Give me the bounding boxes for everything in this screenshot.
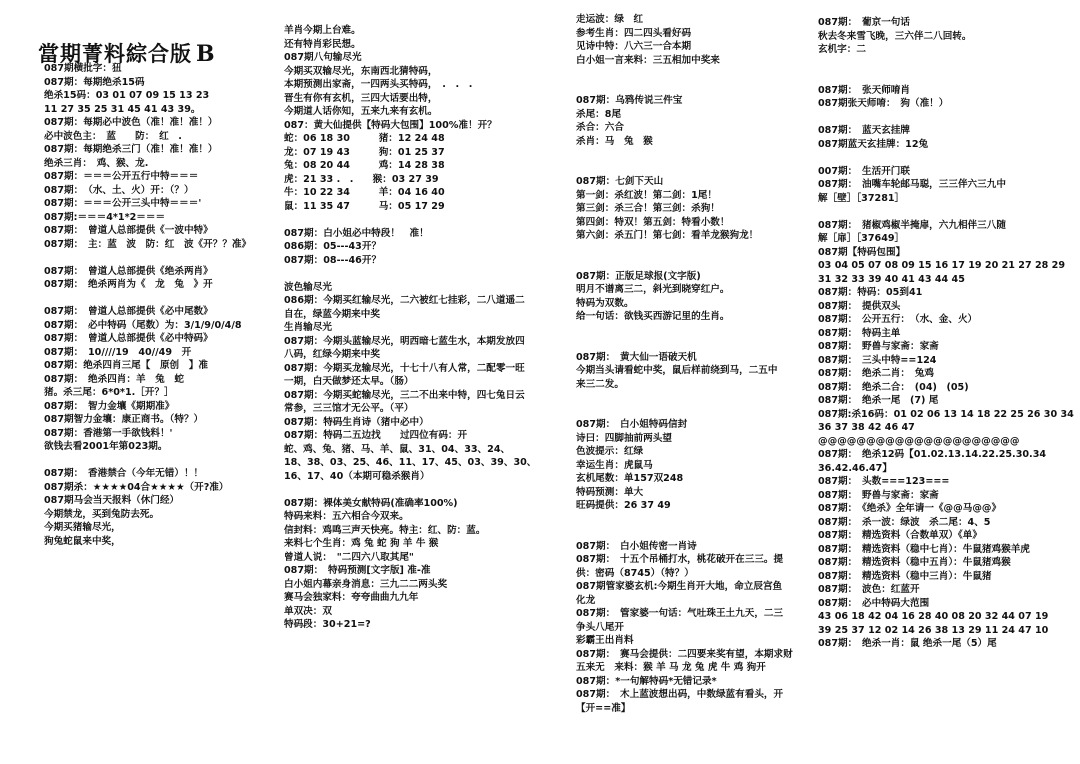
text-line: 087期： 绝杀一肖：鼠 绝杀一尾（5）尾 — [818, 638, 997, 649]
text-line: 007期： 生活开门联 — [818, 165, 910, 177]
text-line: 087期:杀16码：01 02 06 13 14 18 22 25 26 30 34 — [818, 408, 1074, 420]
title-suffix: B — [196, 41, 216, 67]
text-line: 087期:＝＝＝4*1*2＝＝＝ — [44, 211, 166, 223]
text-line: 诗曰：四脚抽前两头望 — [576, 432, 672, 444]
text-line: 087期： 蓝天玄挂牌 — [818, 125, 910, 136]
text-line: 化龙 — [576, 594, 596, 606]
text-line: 特码预测：单大 — [576, 486, 644, 498]
text-line: 特码为双数。 — [576, 297, 634, 309]
text-line: @@@@@@@@@@@@@@@@@@@@@ — [818, 435, 1020, 447]
text-line: 43 06 18 42 04 16 28 40 08 20 32 44 07 19 — [818, 611, 1049, 622]
blank-line — [818, 70, 1076, 84]
text-line: 本期预测出家斋，一四两头买特码， . . . — [284, 79, 473, 90]
text-line: 087期： 赛马会提供：二四要来奖有望，本期求财 — [576, 648, 793, 660]
text-line: 羊肖今期上台难。 — [284, 25, 361, 36]
text-line: 087期： 精选资料（稳中七肖）：牛鼠猪鸡猴羊虎 — [818, 543, 1030, 555]
text-line: 玄机尾数：单157双248 — [576, 473, 684, 484]
text-line: 087期： 曾道人总部提供《必中尾数》 — [44, 306, 213, 317]
text-line: 087期蓝天玄挂牌：12兔 — [818, 138, 929, 150]
text-line: 玄机字：二 — [818, 44, 866, 55]
text-line: 信封料：鸡鸣三声天快亮。特主：红、防：蓝。 — [284, 524, 486, 536]
text-line: 086期：今期买红输尽光，二六被红七挂彩，二八道遥二 — [284, 295, 525, 306]
text-line: 087期： 十五个吊桶打水，桃花破开在三三。提 — [576, 554, 784, 565]
text-line: 晋生有你有玄机，三四大话要出特， — [284, 92, 438, 104]
text-line: 11 27 35 25 31 45 41 43 39。 — [44, 103, 201, 115]
blank-line — [284, 483, 554, 497]
text-column-3 — [576, 13, 812, 715]
text-line: 杀合：六合 — [576, 122, 624, 133]
blank-line — [576, 324, 812, 338]
blank-line — [284, 213, 554, 227]
text-line: 087期：每期绝杀三门（准！准！准！） — [44, 144, 218, 155]
text-line: 自在，绿蓝今期来中奖 — [284, 308, 380, 320]
text-line: 明月不谱离三二，斜光到晓穿红户。 — [576, 284, 730, 295]
text-line: 087期： （水、土、火）开：（？） — [44, 184, 194, 196]
text-line: 幸运生肖：虎鼠马 — [576, 459, 653, 471]
text-line: 今期道人话你知，五来九来有玄机。 — [284, 106, 438, 117]
text-line: 鼠：11 35 47 马：05 17 29 — [284, 200, 445, 212]
text-line: 牛：10 22 34 羊：04 16 40 — [284, 187, 445, 198]
text-line: 八码，红绿今期来中奖 — [284, 349, 380, 360]
text-line: 087期： 绝杀12码【01.02.13.14.22.25.30.34 — [818, 449, 1047, 460]
text-line: 龙：07 19 43 狗：01 25 37 — [284, 146, 445, 158]
blank-line — [576, 243, 812, 257]
blank-line — [818, 111, 1076, 125]
text-line: 087期： 特码主单 — [818, 327, 901, 339]
text-line: 必中波色主： 蓝 防： 红 . — [44, 130, 182, 142]
text-line: 来料七个生肖：鸡 兔 蛇 狗 羊 牛 猴 — [284, 538, 439, 549]
text-line: 087期： 提供双头 — [818, 300, 901, 312]
text-line: 16、17、40（本期可稳杀猴肖） — [284, 470, 430, 482]
text-line: 狗兔蛇鼠来中奖， — [44, 535, 121, 547]
text-line: 087期： 油嘴车轮邮马聪，三三伴六三九中 — [818, 179, 1006, 190]
text-line: 087期： 三头中特==124 — [818, 354, 937, 366]
text-line: 087期： 黄大仙一语破天机 — [576, 351, 697, 363]
text-line: 087期： 香港禁合（今年无错）！！ — [44, 468, 204, 479]
text-line: 087期： 必中特码（尾数）为：3/1/9/0/4/8 — [44, 319, 242, 331]
text-line: 087期：特码：05到41 — [818, 287, 923, 298]
text-column-1 — [44, 62, 266, 548]
text-line: 第三剑：杀三合！第三剑：杀狗！ — [576, 203, 720, 214]
text-line: 生肖输尽光 — [284, 322, 332, 333]
text-line: 087期： 木上蓝波想出码，中数绿蓝有看头，开 — [576, 689, 784, 700]
text-line: 今期当头请看蛇中奖，鼠后样前绕到马，二五中 — [576, 365, 778, 376]
blank-line — [576, 81, 812, 95]
text-line: 087期：特码生肖诗（猪中必中） — [284, 416, 429, 428]
text-line: 03 04 05 07 08 09 15 16 17 19 20 21 27 28 29 — [818, 260, 1066, 271]
blank-line — [576, 405, 812, 419]
text-line: 087期： 波色：红蓝开 — [818, 584, 920, 595]
text-line: 087期：白小姐必中特段！ 准！ — [284, 227, 429, 239]
text-line: 虎：21 33 . . 猴：03 27 39 — [284, 173, 439, 185]
text-line: 087期： 曾道人总部提供《绝杀两肖》 — [44, 265, 213, 277]
text-line: 39 25 37 12 02 14 26 38 13 29 11 24 47 10 — [818, 624, 1049, 636]
text-line: 供：密码（8745）（特？） — [576, 567, 694, 579]
text-line: 087期： 智力金壤《期期准》 — [44, 400, 175, 412]
blank-line — [576, 391, 812, 405]
text-line: 绝杀15码：03 01 07 09 15 13 23 — [44, 90, 210, 101]
blank-line — [818, 205, 1076, 219]
text-line: 087期：每期绝杀15码 — [44, 76, 145, 88]
text-line: 特码段：30+21=? — [284, 619, 371, 630]
text-line: 一期，白天做梦还太早。（肠） — [284, 376, 414, 387]
text-line: 五来无 来料：猴 羊 马 龙 兔 虎 牛 鸡 狗开 — [576, 662, 766, 673]
text-line: 彩霸王出肖料 — [576, 635, 634, 646]
text-line: 087期横批字：狃 — [44, 63, 122, 74]
text-line: 来三二发。 — [576, 378, 624, 390]
text-line: 第一剑：杀红波！第二剑：1尾！ — [576, 189, 717, 201]
text-line: 087期： 必中特码大范围 — [818, 597, 930, 609]
text-line: 杀肖：马 兔 猴 — [576, 135, 653, 147]
text-line: 087期：七剑下天山 — [576, 176, 664, 187]
text-line: 今期买双输尽光，东南西北猜特码， — [284, 65, 438, 77]
text-line: 087期：＝＝＝公开三头中特＝＝＝' — [44, 198, 202, 209]
blank-line — [818, 151, 1076, 165]
text-line: 蛇：06 18 30 猪：12 24 48 — [284, 133, 445, 144]
text-line: 087期： 白小姐传密一肖诗 — [576, 540, 697, 552]
text-line: 087期管家婆玄机:今期生肖开大地，命立辰宫鱼 — [576, 581, 783, 592]
text-line: 087期： 张天师唷肖 — [818, 84, 910, 96]
text-line: 参考生肖：四二四头看好码 — [576, 27, 692, 39]
text-line: 单双决：双 — [284, 605, 332, 617]
text-line: 087期：08---46开？ — [284, 254, 382, 266]
text-line: 087期：香港第一手欲钱料！' — [44, 427, 173, 439]
text-line: 色波提示：红绿 — [576, 446, 644, 457]
blank-line — [576, 526, 812, 540]
blank-line — [576, 67, 812, 81]
text-line: 087期智力金壤：康正商书。（特？） — [44, 414, 204, 425]
text-line: 087期： 绝杀二肖： 兔鸡 — [818, 368, 934, 379]
text-line: 087期： 10////19 40//49 开 — [44, 346, 192, 358]
text-line: 087期： 猪椒鸡椒半掩扉，六九相伴三八随 — [818, 219, 1006, 231]
text-line: 086期：05---43开？ — [284, 241, 382, 252]
text-line: 087期杀：★★★★04合★★★★（开?准） — [44, 481, 229, 493]
text-line: 白小姐内幕亲身消息：三九二二两头奖 — [284, 578, 448, 590]
text-line: 给一句话：欲钱买西游记里的生肖。 — [576, 311, 730, 322]
text-line: 087期： 葡京一句话 — [818, 17, 910, 28]
blank-line — [818, 57, 1076, 71]
text-line: 087期马会当天报料（休门经） — [44, 495, 180, 506]
text-line: 087期：＝＝＝公开五行中特＝＝＝ — [44, 171, 199, 182]
text-line: 087期八句输尽光 — [284, 52, 362, 63]
text-line: 36.42.46.47】 — [818, 462, 892, 474]
text-line: 秋去冬来雪飞晚，三六伴二八回转。 — [818, 30, 972, 42]
text-line: 绝杀三肖： 鸡、猴、龙. — [44, 157, 149, 169]
text-line: 还有特肖彩民想。 — [284, 38, 361, 50]
text-line: 087期： 绝杀两肖为《 龙 兔 》开 — [44, 279, 213, 290]
blank-line — [576, 162, 812, 176]
text-line: 087期：裸体美女献特码(准确率100%) — [284, 497, 458, 509]
title-main: 當期菁料綜合版 — [38, 41, 192, 66]
text-line: 解［扉］［37649］ — [818, 233, 905, 244]
text-line: 白小姐一言来料：三五相加中奖来 — [576, 54, 720, 66]
text-line: 走运波：绿 红 — [576, 14, 644, 25]
text-line: 解［壁］［37281］ — [818, 192, 905, 204]
text-line: 今期禁龙，买到兔防去死。 — [44, 508, 160, 520]
text-line: 087期：今期买蛇输尽光，三二不出来中特，四七兔日云 — [284, 389, 525, 401]
text-line: 087期： 头数===123=== — [818, 476, 950, 487]
text-line: 常参，三三馆才无公平。（平） — [284, 403, 414, 414]
text-line: 087期： 《绝杀》全年请一《@@马@@》 — [818, 503, 1002, 514]
text-line: 087期：*一句解特码*无错记录* — [576, 675, 717, 687]
text-line: 087期： 绝杀四肖：羊 兔 蛇 — [44, 373, 184, 385]
text-line: 波色输尽光 — [284, 281, 332, 293]
text-line: 猪。杀三尾：6*0*1.［开？］ — [44, 387, 174, 398]
text-line: 087期：正版足球报(文字版) — [576, 270, 701, 282]
text-line: 087期： 公开五行： （水、金、火） — [818, 314, 978, 325]
blank-line — [576, 337, 812, 351]
blank-line — [576, 256, 812, 270]
blank-line — [576, 513, 812, 527]
text-line: 旺码提供：26 37 49 — [576, 500, 671, 511]
text-line: 087期：今期买龙输尽光，十七十八有人常，二配零一旺 — [284, 362, 525, 374]
text-line: 今期买猪输尽光， — [44, 522, 121, 533]
text-line: 赛马会独家料：夸夸曲曲九九年 — [284, 592, 419, 603]
text-line: 31 32 33 39 40 41 43 44 45 — [818, 273, 965, 285]
text-line: 087期： 绝杀二合： (04) (05) — [818, 381, 969, 393]
blank-line — [284, 267, 554, 281]
text-line: 087期张天师唷： 狗（准！） — [818, 98, 949, 109]
text-column-2 — [284, 24, 554, 632]
blank-line — [44, 251, 266, 265]
text-line: 087期： 曾道人总部提供《必中特码》 — [44, 333, 213, 344]
text-line: 第四剑：特双！第五剑：特看小数！ — [576, 216, 730, 228]
text-line: 兔：08 20 44 鸡：14 28 38 — [284, 160, 445, 171]
text-line: 特码来料：五六相合今双来。 — [284, 511, 409, 522]
text-line: 18、38、03、25、46、11、17、45、03、39、30、 — [284, 457, 537, 468]
text-line: 087期：每期必中波色（准！准！准！） — [44, 117, 218, 128]
text-line: 087期： 精选资料（稳中三肖）：牛鼠猪 — [818, 570, 992, 582]
text-line: 087期： 主：蓝 波 防：红 波《开？？准》 — [44, 238, 252, 250]
text-line: 曾道人说： "二四六八取其尾" — [284, 551, 414, 563]
text-line: 见诗中特：八六三一合本期 — [576, 41, 692, 52]
text-line: 087期： 管家婆一句话：气吐珠王土九天，二三 — [576, 608, 784, 619]
text-line: 087期：绝杀四肖三尾【 原创 】准 — [44, 360, 208, 371]
text-line: 087期：乌鸦传说三件宝 — [576, 95, 683, 106]
text-line: 087期： 野兽与家斋：家斋 — [818, 489, 939, 501]
blank-line — [44, 454, 266, 468]
text-line: 087期： 杀一波：绿波 杀二尾：4、5 — [818, 516, 991, 528]
text-line: 087期： 精选资料（合数单双）《单》 — [818, 530, 982, 541]
text-line: 087期： 特码预测[文字版] 准-准 — [284, 565, 431, 576]
text-line: 欲钱去看2001年第023期。 — [44, 441, 168, 452]
text-line: 36 37 38 42 46 47 — [818, 422, 915, 433]
text-line: 087期： 曾道人总部提供《一波中特》 — [44, 225, 213, 236]
blank-line — [44, 292, 266, 306]
text-line: 087期： 绝杀一尾 (7) 尾 — [818, 395, 939, 406]
text-line: 087：黄大仙提供【特码大包围】100%准！开？ — [284, 119, 497, 131]
text-line: 杀尾：8尾 — [576, 108, 622, 120]
text-line: 蛇、鸡、兔、猪、马、羊、鼠、31、04、33、24、 — [284, 443, 511, 455]
text-line: 087期： 白小姐特码信封 — [576, 419, 688, 430]
text-line: 087期： 野兽与家斋：家斋 — [818, 341, 939, 352]
text-line: 【开==准】 — [576, 702, 631, 714]
text-line: 087期：今期头蓝输尽光，明西暗七蓝生水，本期发放四 — [284, 335, 525, 347]
text-line: 争头八尾开 — [576, 621, 624, 633]
text-line: 087期： 精选资料（稳中五肖）：牛鼠猪鸡猴 — [818, 557, 1011, 568]
blank-line — [576, 148, 812, 162]
text-line: 第六剑：杀五门！第七剑：看羊龙猴狗龙！ — [576, 230, 759, 241]
text-column-4 — [818, 16, 1076, 651]
text-line: 087期：特码二五边找 过四位有码：开 — [284, 430, 468, 441]
text-line: 087期【特码包围】 — [818, 246, 906, 258]
